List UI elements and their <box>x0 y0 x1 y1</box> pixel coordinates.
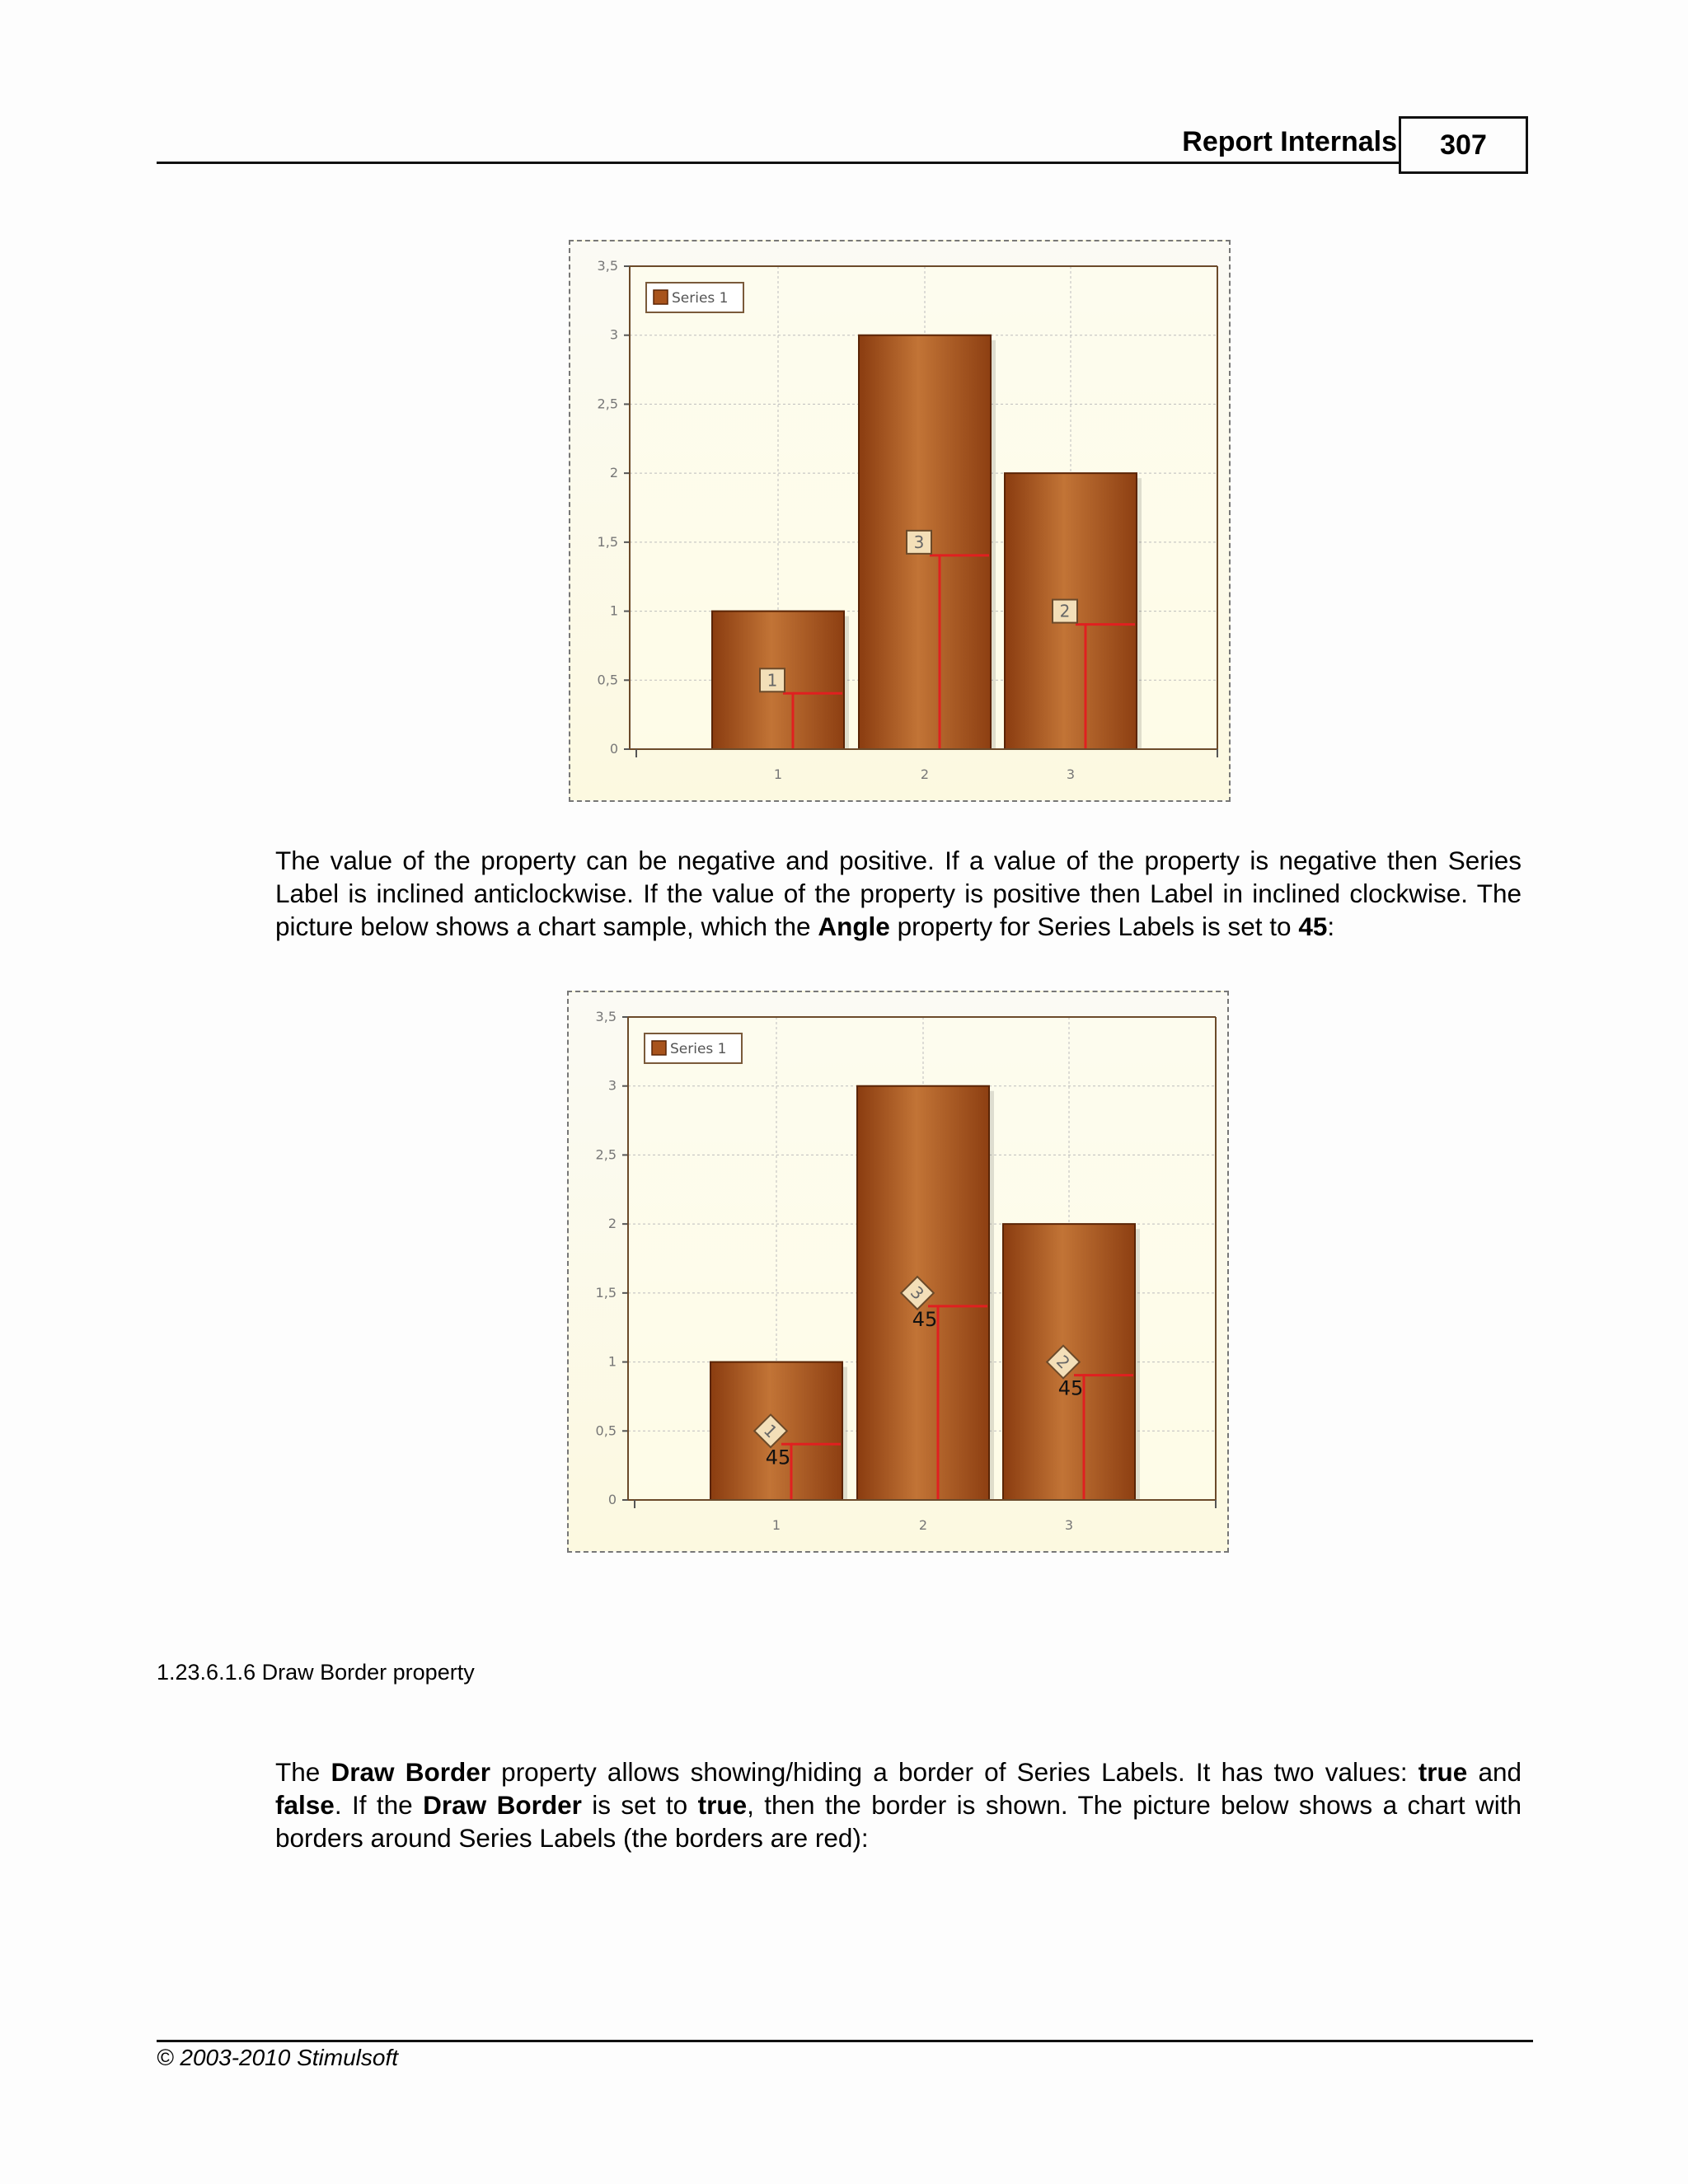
page-number: 307 <box>1399 116 1528 174</box>
legend-swatch <box>654 290 668 304</box>
series-label-angle-text: 45 <box>1057 1376 1084 1400</box>
db-text-2: property allows showing/hiding a border of Series Labels. It has two values: <box>490 1757 1418 1787</box>
footer-copyright: © 2003-2010 Stimulsoft <box>157 2045 399 2070</box>
y-tick-label: 0 <box>609 741 618 757</box>
angle-value: 45 <box>1298 912 1328 941</box>
running-header-title: Report Internals <box>1182 126 1397 157</box>
y-tick-label: 2,5 <box>595 1146 617 1163</box>
series-label-text: 3 <box>913 532 925 552</box>
y-tick-label: 3 <box>607 1077 617 1094</box>
y-tick-label: 1 <box>609 602 618 619</box>
series-label-text: 1 <box>760 1420 781 1442</box>
db-text-4: . If the <box>334 1790 424 1820</box>
y-tick-label: 2 <box>607 1216 617 1232</box>
series-label-angle-text: 45 <box>765 1446 791 1469</box>
y-tick-label: 1,5 <box>595 1284 617 1301</box>
y-tick-label: 1,5 <box>597 533 618 550</box>
chart-2 <box>569 992 1231 1554</box>
y-tick-label: 3,5 <box>597 258 618 274</box>
y-tick-label: 3,5 <box>595 1009 617 1024</box>
db-text-5: is set to <box>581 1790 698 1820</box>
db-bold-5: true <box>697 1790 748 1820</box>
chart-figure-2 <box>567 991 1229 1553</box>
chart-figure-1 <box>569 240 1231 802</box>
chart-1 <box>570 241 1232 804</box>
legend-swatch <box>652 1041 666 1055</box>
x-tick-label: 3 <box>1064 1517 1074 1533</box>
db-bold-2: true <box>1418 1757 1468 1787</box>
paragraph-draw-border <box>275 1755 1522 1854</box>
angle-term: Angle <box>818 912 890 941</box>
db-text-3: and <box>1467 1757 1522 1787</box>
y-tick-label: 2,5 <box>597 396 618 412</box>
x-tick-label: 3 <box>1066 766 1076 782</box>
x-tick-label: 2 <box>920 766 930 782</box>
db-bold-3: false <box>275 1790 335 1820</box>
series-label-text: 2 <box>1059 601 1071 621</box>
series-label-text: 1 <box>767 670 778 691</box>
db-bold-1: Draw Border <box>331 1757 490 1787</box>
x-tick-label: 2 <box>918 1517 928 1533</box>
y-tick-label: 1 <box>607 1353 617 1370</box>
footer-rule <box>157 2040 1533 2042</box>
legend-label: Series 1 <box>670 1041 727 1057</box>
legend-label: Series 1 <box>672 290 729 307</box>
db-bold-4: Draw Border <box>423 1790 582 1820</box>
y-tick-label: 2 <box>609 465 618 481</box>
db-text-1: The <box>275 1757 331 1787</box>
x-tick-label: 1 <box>773 766 783 782</box>
angle-text-2: property for Series Labels is set to <box>889 912 1299 941</box>
angle-text-3: : <box>1327 912 1335 941</box>
y-tick-label: 0,5 <box>595 1422 617 1439</box>
y-tick-label: 0 <box>607 1492 617 1507</box>
y-tick-label: 0,5 <box>597 672 618 688</box>
header-rule <box>157 162 1400 164</box>
series-label-text: 3 <box>907 1282 928 1304</box>
y-tick-label: 3 <box>609 326 618 343</box>
x-tick-label: 1 <box>771 1517 781 1533</box>
paragraph-angle <box>275 844 1522 943</box>
series-label-angle-text: 45 <box>912 1307 938 1331</box>
section-heading: 1.23.6.1.6 Draw Border property <box>157 1660 475 1685</box>
db-text-6: , then the border is shown. The picture below shows a chart with borders around Series Labels (the borders are red): <box>275 1790 1522 1853</box>
angle-text-1: The value of the property can be negative and positive. If a value of the property is negative then Series Label is inclined anticlockwise. If the value of the property is positive then Label in inclined clockwise. The picture below shows a chart sample, which the <box>275 846 1522 941</box>
series-label-text: 2 <box>1053 1351 1074 1373</box>
